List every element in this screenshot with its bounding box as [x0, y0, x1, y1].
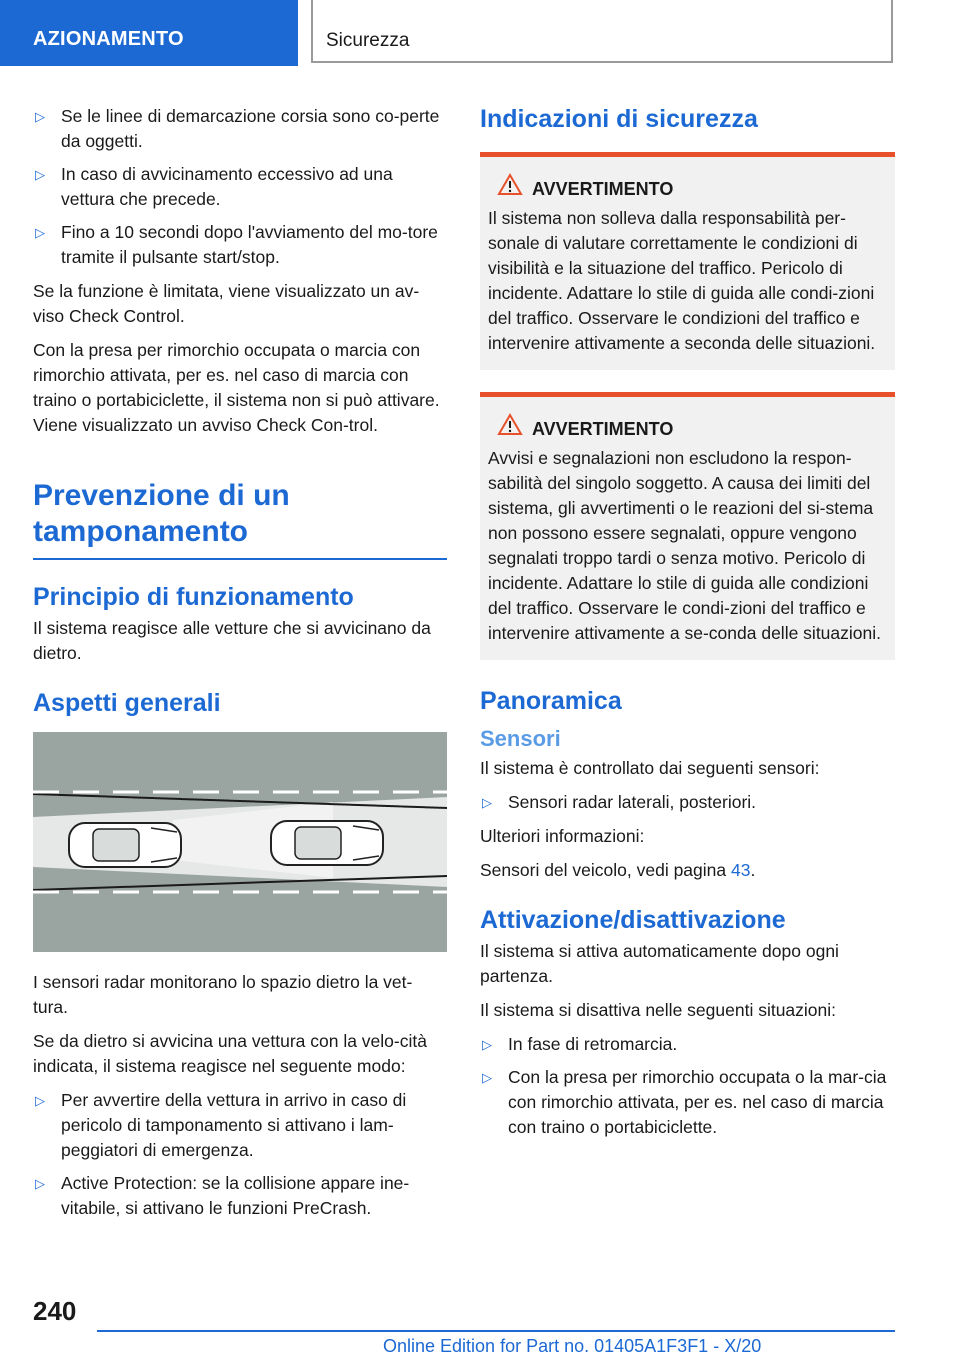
- triangle-bullet-icon: ▷: [482, 795, 492, 810]
- paragraph: Sensori del veicolo, vedi pagina 43.: [480, 860, 756, 880]
- paragraph: Il sistema si disattiva nelle seguenti situazioni:: [480, 1000, 837, 1020]
- bullet-list-deactivation: [480, 1032, 895, 1140]
- warning-text: Avvisi e segnalazioni non escludono la respon-sabilità del singolo soggetto. A causa dei limiti del sistema, gli avvertimenti o le reazioni del si-stema non possono essere segnalati, oppure vengono segnalati troppo tardi o senza motivo. Pericolo di incidente. Adattare lo stile di guida alle condizioni del traffico. Osservare le condi-zioni del traffico e intervenire attivamente a se-conda delle situazioni.: [488, 448, 881, 643]
- list-item: ▷ In caso di avvicinamento eccessivo ad una vettura che precede.: [35, 164, 393, 209]
- paragraph: Il sistema si attiva automaticamente dopo ogni partenza.: [480, 941, 839, 986]
- triangle-bullet-icon: ▷: [482, 1037, 492, 1052]
- car-icon: [69, 823, 181, 867]
- car-icon: [271, 821, 383, 865]
- warning-text: Il sistema non solleva dalla responsabilità per-sonale di valutare correttamente le condizioni di visibilità e la situazione del traffico. Pericolo di incidente. Adattare lo stile di guida alle condi-zioni del traffico. Osservare le condizioni del traffico e intervenire attivamente a seconda delle situazioni.: [488, 208, 876, 353]
- page-number: 240: [33, 1296, 77, 1326]
- triangle-bullet-icon: ▷: [35, 1176, 45, 1191]
- bullet-list-limitations: [33, 104, 447, 270]
- section-heading: Principio di funzionamento: [33, 583, 354, 611]
- triangle-bullet-icon: ▷: [35, 1093, 45, 1108]
- header-topic-label: Sicurezza: [326, 30, 410, 51]
- paragraph: Se la funzione è limitata, viene visualizzato un av-viso Check Control.: [33, 281, 420, 326]
- list-item: ▷ Se le linee di demarcazione corsia sono co-perte da oggetti.: [35, 106, 440, 151]
- paragraph: Il sistema è controllato dai seguenti sensori:: [480, 758, 820, 778]
- warning-box: [480, 152, 895, 370]
- section-heading: Indicazioni di sicurezza: [480, 105, 758, 133]
- paragraph: Ulteriori informazioni:: [480, 826, 645, 846]
- section-heading: Aspetti generali: [33, 689, 221, 717]
- subsection-heading: Sensori: [480, 726, 561, 751]
- warning-title: AVVERTIMENTO: [488, 177, 887, 202]
- list-item: ▷ In fase di retromarcia.: [480, 1032, 895, 1057]
- rear-approach-diagram: [33, 732, 447, 952]
- header-topic-tab: [311, 0, 893, 63]
- warning-triangle-icon: [497, 173, 523, 196]
- paragraph: Se da dietro si avvicina una vettura con la velo-cità indicata, il sistema reagisce nel seguente modo:: [33, 1031, 427, 1076]
- list-item: ▷ Per avvertire della vettura in arrivo in caso di pericolo di tamponamento si attivano i lam-peggiatori di emergenza.: [35, 1090, 407, 1160]
- bullet-list-sensors: [480, 790, 895, 815]
- warning-triangle-icon: [497, 413, 523, 436]
- list-item: ▷ Sensori radar laterali, posteriori.: [480, 790, 895, 815]
- warning-box: [480, 392, 895, 660]
- triangle-bullet-icon: ▷: [35, 109, 45, 124]
- paragraph: Il sistema reagisce alle vetture che si avvicinano da dietro.: [33, 618, 431, 663]
- header-section-label: AZIONAMENTO: [33, 28, 184, 50]
- right-column: [480, 104, 895, 1149]
- footer-edition: Online Edition for Part no. 01405A1F3F1 - X/20: [383, 1336, 762, 1356]
- footer-divider: [97, 1330, 895, 1332]
- page-reference-link[interactable]: 43: [731, 860, 751, 880]
- warning-title: AVVERTIMENTO: [488, 417, 887, 442]
- bullet-list-reactions: [33, 1088, 447, 1221]
- main-heading: Prevenzione di un tamponamento: [33, 478, 447, 560]
- paragraph: Con la presa per rimorchio occupata o marcia con rimorchio attivata, per es. nel caso di marcia con traino o portabiciclette, il sistema non si può attivare. Viene visualizzato un avviso Check Con-trol.: [33, 340, 440, 435]
- list-item: ▷ Active Protection: se la collisione appare ine-vitabile, si attivano le funzioni PreCrash.: [35, 1173, 410, 1218]
- radar-illustration: [33, 732, 447, 952]
- triangle-bullet-icon: ▷: [35, 167, 45, 182]
- section-heading: Attivazione/disattivazione: [480, 906, 786, 934]
- left-column: [33, 104, 447, 1230]
- triangle-bullet-icon: ▷: [482, 1070, 492, 1085]
- list-item: ▷ Con la presa per rimorchio occupata o la mar-cia con rimorchio attivata, per es. nel caso di marcia con traino o portabiciclette.: [482, 1067, 887, 1137]
- triangle-bullet-icon: ▷: [35, 225, 45, 240]
- header-section-tab: [0, 0, 298, 66]
- section-heading: Panoramica: [480, 687, 622, 715]
- list-item: ▷ Fino a 10 secondi dopo l'avviamento del mo-tore tramite il pulsante start/stop.: [35, 222, 438, 267]
- paragraph: I sensori radar monitorano lo spazio dietro la vet-tura.: [33, 972, 413, 1017]
